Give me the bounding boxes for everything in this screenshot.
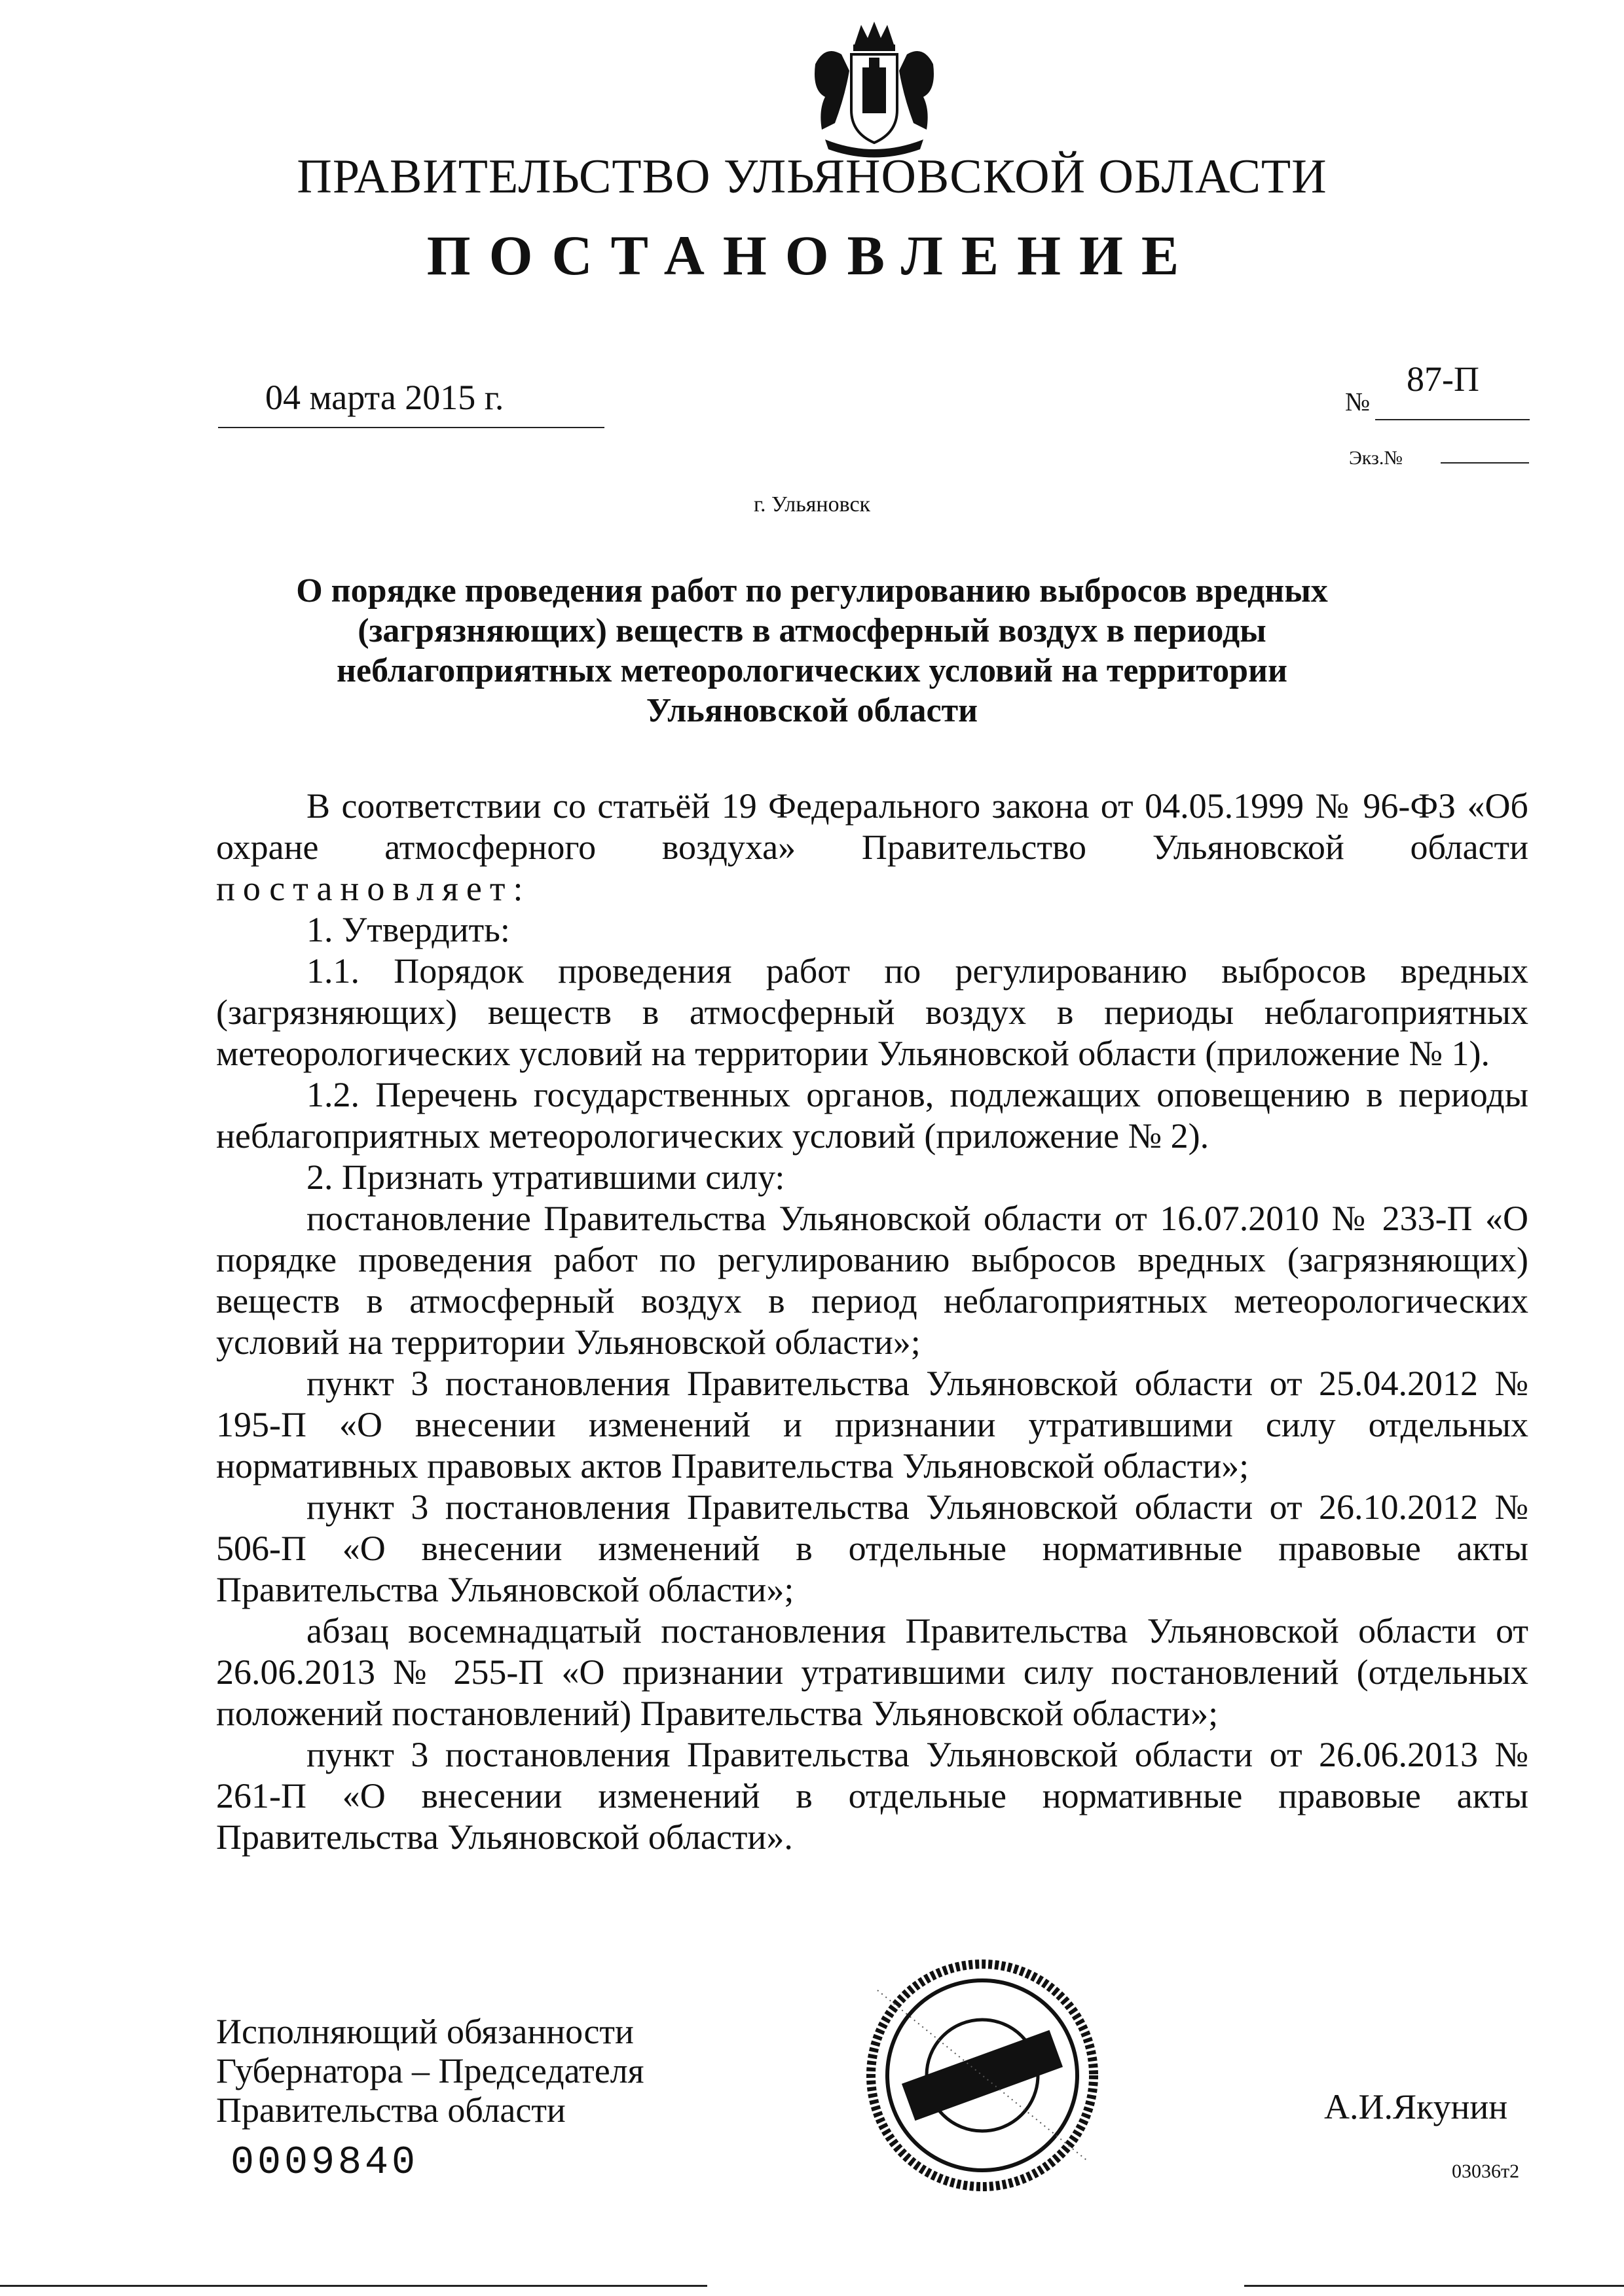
date-underline	[218, 427, 604, 428]
document-body	[216, 786, 1528, 1858]
number-sign: №	[1345, 387, 1371, 416]
position-line: Губернатора – Председателя	[216, 2051, 644, 2090]
coat-of-arms-emblem	[789, 18, 959, 162]
bottom-rule	[1244, 2285, 1624, 2287]
paragraph-item: пункт 3 постановления Правительства Ульяновской области от 25.04.2012 № 195-П «О внесении изменений и признании утратившими силу отдельных нормативных правовых актов Правительства Ульяновской области»;	[216, 1364, 1528, 1485]
bottom-rule	[0, 2285, 707, 2287]
paragraph-item: абзац восемнадцатый постановления Правительства Ульяновской области от 26.06.2013 № 255-П «О признании утратившими силу постановлений (отдельных положений постановлений) Правительства Ульяновской области»;	[216, 1611, 1528, 1733]
position-line: Правительства области	[216, 2090, 566, 2130]
preamble-paragraph	[216, 786, 1528, 909]
city: г. Ульяновск	[753, 492, 871, 517]
paragraph-item: пункт 3 постановления Правительства Ульяновской области от 26.10.2012 № 506-П «О внесении изменений в отдельные нормативные правовые акты Правительства Ульяновской области»;	[216, 1487, 1528, 1609]
signer-name: А.И.Якунин	[1324, 2087, 1508, 2126]
document-title: О порядке проведения работ по регулированию выбросов вредных (загрязняющих) веществ в атмосферный воздух в периоды неблагоприятных метеорологических условий на территории Ульяновской области	[296, 572, 1328, 729]
paragraph-item: 1. Утвердить:	[306, 910, 510, 949]
document-type: ПОСТАНОВЛЕНИЕ	[426, 224, 1198, 287]
paragraph-item: постановление Правительства Ульяновской области от 16.07.2010 № 233-П «О порядке проведения работ по регулированию выбросов вредных (загрязняющих) веществ в атмосферный воздух в период неблагоприятных метеорологических условий на территории Ульяновской области»;	[216, 1199, 1528, 1362]
copy-number-label: Экз.№	[1349, 447, 1403, 469]
preamble-text: В соответствии со статьёй 19 Федерального закона от 04.05.1999 № 96-ФЗ «Об охране атмосферного воздуха» Правительство Ульяновской области	[216, 786, 1528, 867]
official-stamp	[858, 1951, 1107, 2200]
form-code: 03036т2	[1452, 2160, 1520, 2182]
signature-position	[216, 2012, 644, 2130]
government-name: ПРАВИТЕЛЬСТВО УЛЬЯНОВСКОЙ ОБЛАСТИ	[297, 150, 1327, 204]
document-date: 04 марта 2015 г.	[265, 378, 504, 417]
paragraph-item: пункт 3 постановления Правительства Ульяновской области от 26.06.2013 № 261-П «О внесении изменений в отдельные нормативные правовые акты Правительства Ульяновской области».	[216, 1735, 1528, 1857]
paragraph-item: 1.2. Перечень государственных органов, подлежащих оповещению в периоды неблагоприятных метеорологических условий (приложение № 2).	[216, 1075, 1528, 1156]
paragraph-item: 1.1. Порядок проведения работ по регулированию выбросов вредных (загрязняющих) веществ в атмосферный воздух в периоды неблагоприятных метеорологических условий на территории Ульяновской области (приложение № 1).	[216, 951, 1528, 1073]
number-underline	[1375, 419, 1530, 420]
decree-word: постановляет:	[216, 869, 531, 908]
serial-number: 0009840	[231, 2141, 419, 2185]
position-line: Исполняющий обязанности	[216, 2012, 634, 2051]
document-number: 87-П	[1407, 359, 1479, 399]
copy-number-underline	[1441, 462, 1529, 464]
paragraph-item: 2. Признать утратившими силу:	[306, 1157, 785, 1197]
